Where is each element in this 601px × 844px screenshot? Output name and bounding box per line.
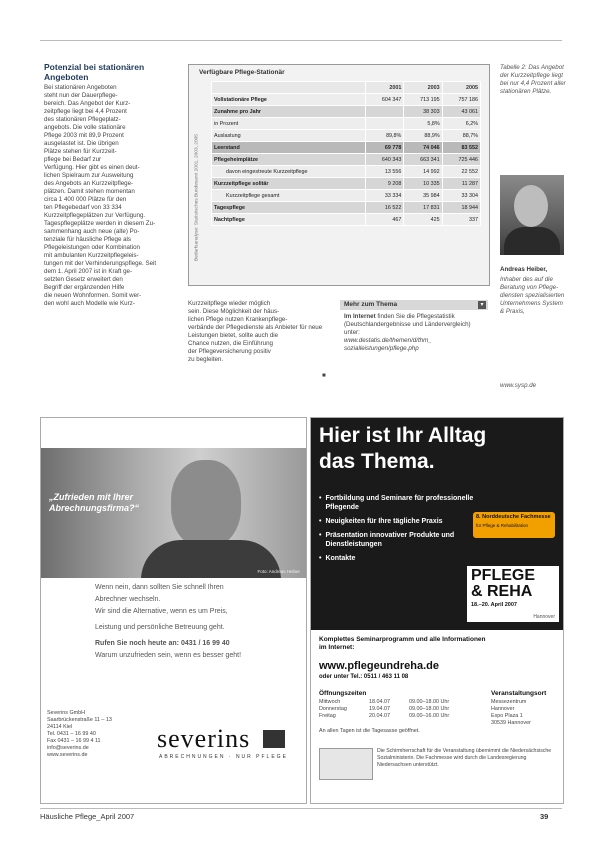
- address-line: Fax 0431 – 16 99 4 11: [47, 738, 101, 744]
- ad-copy-line: Wir sind die Alternative, wenn es um Preis,: [95, 608, 228, 615]
- organizer-line: Hannover: [491, 706, 515, 712]
- organizer-line: Expo Plaza 1: [491, 713, 523, 719]
- table-year-header: 2001: [366, 82, 404, 94]
- table-cell: 757 186: [442, 94, 480, 106]
- text-line: ten Pflegebedarf von 33 334: [44, 204, 122, 211]
- article-column-2: [188, 300, 330, 364]
- info-box-internet-label: Im Internet: [344, 313, 376, 320]
- table-cell: 604 347: [366, 94, 404, 106]
- address-line: www.severins.de: [47, 752, 88, 758]
- ad-fair-bullets: [319, 494, 479, 568]
- fair-hours-note: An allen Tagen ist die Tagesasse geöffnet.: [319, 728, 420, 734]
- table-row-label: Kurzzeitpflege solitär: [212, 178, 366, 190]
- text-line: setzten Gesetz erweitert den: [44, 276, 123, 283]
- text-line: der Pflegeversicherung positiv: [188, 348, 271, 355]
- portrait-head: [171, 460, 241, 548]
- text-line: den wohl auch Modelle wie Kurz-: [44, 300, 135, 307]
- address-line: info@severins.de: [47, 745, 89, 751]
- text-line: Verfügung. Hier gibt es einen deut-: [44, 164, 140, 171]
- author-name: Andreas Heiber,: [500, 266, 548, 273]
- table-cell: [366, 118, 404, 130]
- text-line: tungen mit der Verhinderungspflege. Seit: [44, 260, 157, 267]
- table-row: [212, 190, 481, 202]
- photo-credit: Foto: Andreas Heiber: [257, 569, 300, 574]
- text-line: des Angebots an Kurzzeitpflege-: [44, 180, 134, 187]
- address-line: 24114 Kiel: [47, 724, 73, 730]
- table-header-row: [212, 82, 481, 94]
- data-table-box: [188, 64, 490, 286]
- text-line: sammenhang auch neue (alte) Po-: [44, 228, 140, 235]
- ad-fair-dark-panel: [311, 418, 563, 630]
- text-line: Bei stationären Angeboten: [44, 84, 117, 91]
- table-row-label: Pflegeheimplätze: [212, 154, 366, 166]
- info-box-link-1[interactable]: www.destatis.de/themen/d/thm_: [344, 337, 432, 344]
- table-row: [212, 94, 481, 106]
- table-cell: 11 287: [442, 178, 480, 190]
- table-row-label: Kurzzeitpflege gesamt: [212, 190, 366, 202]
- organizer-line: 30539 Hannover: [491, 720, 531, 726]
- text-line: sein. Diese Möglichkeit der häus-: [188, 308, 280, 315]
- text-line: Begriff der ergänzenden Hilfe: [44, 284, 125, 291]
- table-header-empty: [212, 82, 366, 94]
- text-line: mit ambulanten Kurzzeitpflegeleis-: [44, 252, 139, 259]
- table-row: [212, 214, 481, 226]
- hours-cell: 09.00–16.00 Uhr: [409, 713, 450, 719]
- severins-logo-mark-icon: [263, 730, 285, 748]
- table-row: [212, 142, 481, 154]
- text-line: tenziale für häusliche Pflege als: [44, 236, 132, 243]
- address-line: Severins GmbH: [47, 710, 86, 716]
- text-line: Pflegeleistungen oder Kombination: [44, 244, 140, 251]
- info-box-title: Mehr zum Thema: [344, 301, 398, 308]
- organizer-line: Messezentrum: [491, 699, 527, 705]
- hours-cell: Freitag: [319, 713, 336, 719]
- table-title: Verfügbare Pflege-Stationär: [199, 69, 285, 76]
- author-face: [514, 185, 548, 227]
- ad-fair-headline-1: Hier ist Ihr Alltag: [319, 424, 487, 447]
- bullet-item: [319, 494, 479, 512]
- text-line: bereich. Das Angebot der Kurz-: [44, 100, 131, 107]
- fair-badge: [473, 512, 555, 538]
- fair-info: Komplettes Seminarprogramm und alle Informationen im Internet:: [319, 636, 486, 651]
- bullet-item: [319, 554, 479, 563]
- hours-cell: 19.04.07: [369, 706, 390, 712]
- text-line: pflege bei Bedarf zur: [44, 156, 102, 163]
- author-bio: Inhaber des auf die Beratung von Pflege-diensten spezialisierten Unternehmens System & Praxis,: [500, 276, 565, 315]
- info-box-link-2[interactable]: sozialleistungen/pflege.php: [344, 345, 419, 352]
- table-year-header: 2003: [404, 82, 442, 94]
- info-box-text: finden Sie die Pflegestatistik (Deutschlandergebnisse und Ländervergleich) unter:: [344, 313, 471, 336]
- table-cell: 6,2%: [442, 118, 480, 130]
- text-line: Kurzzeitpflegeplätzen zur Verfügung.: [44, 212, 146, 219]
- table-cell: 88,7%: [442, 130, 480, 142]
- hours-cell: 18.04.07: [369, 699, 390, 705]
- bullet-item: [319, 517, 479, 526]
- fair-venue: Hannover: [533, 614, 555, 620]
- top-rule: [40, 40, 562, 41]
- table-row-label: Nachtpflege: [212, 214, 366, 226]
- table-row-label: Auslastung: [212, 130, 366, 142]
- article-end-mark: ■: [322, 372, 326, 379]
- bullet-text: Kontakte: [325, 555, 356, 562]
- author-photo: [500, 175, 564, 255]
- table-cell: 43 061: [442, 106, 480, 118]
- bullet-icon: •: [319, 518, 322, 525]
- fair-logo-pflege: PFLEGE: [471, 567, 536, 584]
- table-cell: [366, 106, 404, 118]
- table-cell: 640 343: [366, 154, 404, 166]
- text-line: Tagespflegeplätze werden in diesem Zu-: [44, 220, 156, 227]
- ad-severins: [40, 417, 307, 804]
- hours-cell: Mittwoch: [319, 699, 341, 705]
- table-cell: 9 208: [366, 178, 404, 190]
- hours-row: [319, 713, 489, 720]
- ad-copy-line: Warum unzufrieden sein, wenn es besser geht!: [95, 652, 242, 659]
- table-cell: 10 335: [404, 178, 442, 190]
- table-cell: 713 195: [404, 94, 442, 106]
- text-line: Pflege 2003 mit 89,9 Prozent: [44, 132, 124, 139]
- bullet-item: [319, 531, 479, 549]
- table-row: [212, 166, 481, 178]
- table-side-label: Bedarfsanalyse: Statistisches Bundesamt 2001, 2003, 2005: [194, 134, 200, 261]
- table-cell: 88,9%: [404, 130, 442, 142]
- text-line: des stationären Pflegeplatz-: [44, 116, 121, 123]
- ad-severins-quote: „Zufrieden mit Ihrer Abrechnungsfirma?“: [49, 492, 140, 513]
- table-cell: 69 778: [366, 142, 404, 154]
- table-row-label: Leerstand: [212, 142, 366, 154]
- text-line: circa 1 400 000 Plätze für den: [44, 196, 127, 203]
- fair-hours: [319, 699, 489, 720]
- author-url: www.sysp.de: [500, 382, 537, 389]
- table-row: [212, 178, 481, 190]
- fair-logo-reha: & REHA: [471, 583, 533, 600]
- table-cell: 467: [366, 214, 404, 226]
- table-row: [212, 118, 481, 130]
- table-cell: 14 992: [404, 166, 442, 178]
- bullet-icon: •: [319, 555, 322, 562]
- text-line: die neuen Wohnformen. Somit wer-: [44, 292, 142, 299]
- info-box: [340, 300, 488, 380]
- article-column-1: [44, 84, 184, 308]
- fair-url[interactable]: www.pflegeundreha.de: [319, 660, 439, 672]
- table-cell: 663 341: [404, 154, 442, 166]
- bullet-text: Neuigkeiten für Ihre tägliche Praxis: [325, 518, 443, 525]
- table-cell: 16 522: [366, 202, 404, 214]
- table-year-header: 2005: [442, 82, 480, 94]
- hours-cell: 20.04.07: [369, 713, 390, 719]
- severins-tagline: ABRECHNUNGEN · NUR PFLEGE: [159, 754, 288, 760]
- info-box-header: [340, 300, 488, 310]
- table-row-label: Tagespflege: [212, 202, 366, 214]
- text-line: Plätze stehen für Kurzzeit-: [44, 148, 117, 155]
- fair-hours-title: Öffnungszeiten: [319, 690, 367, 697]
- table-cell: 337: [442, 214, 480, 226]
- table-caption: Tabelle 2: Das Angebot der Kurzzeitpflege liegt bei nur 4,4 Prozent aller stationären Plätze.: [500, 64, 566, 95]
- fair-logo: [467, 566, 559, 622]
- text-line: Leistungen bietet, sollte auch die: [188, 332, 279, 339]
- fair-badge-line-2: für Pflege & Rehabilitation: [476, 523, 529, 528]
- author-shoulders: [504, 227, 560, 255]
- text-line: dem 1. April 2007 ist in Kraft ge-: [44, 268, 133, 275]
- text-line: plätzen. Damit stehen momentan: [44, 188, 135, 195]
- severins-logo: severins: [157, 724, 251, 753]
- table-row-label: Zunahme pro Jahr: [212, 106, 366, 118]
- ad-severins-photo: [41, 448, 306, 578]
- fair-badge-line-1: 8. Norddeutsche Fachmesse: [476, 514, 551, 520]
- fair-phone: oder unter Tel.: 0511 / 463 11 08: [319, 674, 409, 680]
- hours-cell: 09.00–18.00 Uhr: [409, 706, 450, 712]
- table-cell: 74 046: [404, 142, 442, 154]
- fair-dates: 18.–20. April 2007: [471, 602, 517, 608]
- text-line: zeitpflege liegt bei 4,4 Prozent: [44, 108, 127, 115]
- table-row-label: davon eingestreute Kurzzeitpflege: [212, 166, 366, 178]
- text-line: angebots. Die volle stationäre: [44, 124, 126, 131]
- arrow-down-icon: ▾: [478, 301, 486, 309]
- table-row: [212, 130, 481, 142]
- address-line: Saarbrückenstraße 11 – 13: [47, 717, 112, 723]
- bullet-text: Fortbildung und Seminare für professionelle Pflegende: [325, 495, 474, 511]
- hours-cell: 09.00–18.00 Uhr: [409, 699, 450, 705]
- text-line: lichen Spielraum zur Ausweitung: [44, 172, 134, 179]
- hours-row: [319, 699, 489, 706]
- bullet-text: Präsentation innovativer Produkte und Dienstleistungen: [325, 532, 455, 548]
- table-row: [212, 106, 481, 118]
- text-line: verbände der Pflegedienste als Anbieter für neue: [188, 324, 323, 331]
- table-cell: 83 552: [442, 142, 480, 154]
- footer-left: Häusliche Pflege_April 2007: [40, 812, 135, 821]
- ad-fair-headline-2: das Thema.: [319, 450, 435, 473]
- text-line: Kurzzeitpflege wieder möglich: [188, 300, 271, 307]
- ad-severins-copy: [95, 582, 300, 662]
- hours-cell: Donnerstag: [319, 706, 347, 712]
- footer-rule: [40, 808, 562, 809]
- text-line: ausgelastet ist. Die übrigen: [44, 140, 119, 147]
- article-heading: Potenzial bei stationären Angeboten: [44, 62, 145, 82]
- fair-organizer-title: Veranstaltungsort: [491, 690, 547, 697]
- table-cell: 18 944: [442, 202, 480, 214]
- table-row: [212, 154, 481, 166]
- table-cell: 425: [404, 214, 442, 226]
- table-cell: 13 556: [366, 166, 404, 178]
- sponsor-logo: [319, 748, 373, 780]
- table-row: [212, 202, 481, 214]
- fair-organizer: [491, 699, 561, 727]
- ad-copy-line: Rufen Sie noch heute an: 0431 / 16 99 40: [95, 640, 230, 647]
- ad-severins-address: [47, 710, 147, 759]
- table-row-label: Vollstationäre Pflege: [212, 94, 366, 106]
- ad-copy-line: Leistung und persönliche Betreuung geht.: [95, 624, 225, 631]
- table-cell: 5,8%: [404, 118, 442, 130]
- ad-fair: [310, 417, 564, 804]
- address-line: Tel. 0431 – 16 99 40: [47, 731, 96, 737]
- table-row-label: in Prozent: [212, 118, 366, 130]
- text-line: lichen Pflege nutzen Krankenpflege-: [188, 316, 288, 323]
- table-cell: 35 984: [404, 190, 442, 202]
- table-cell: 33 334: [366, 190, 404, 202]
- bullet-icon: •: [319, 532, 322, 539]
- hours-row: [319, 706, 489, 713]
- table-cell: 33 304: [442, 190, 480, 202]
- text-line: zu begleiten.: [188, 356, 224, 363]
- pflege-table: [211, 81, 481, 226]
- ad-copy-line: Abrechner wechseln.: [95, 596, 161, 603]
- bullet-icon: •: [319, 495, 322, 502]
- page-number: 39: [540, 812, 549, 821]
- table-cell: 22 552: [442, 166, 480, 178]
- fair-sponsor-note: Die Schirmherrschaft für die Veranstaltung übernimmt die Niedersächsische Sozialministerin. Die Fachmesse wird durch die Landesregierung Niedersachsen unterstützt.: [377, 748, 552, 768]
- text-line: steht nun der Dauerpflege-: [44, 92, 118, 99]
- table-cell: 89,8%: [366, 130, 404, 142]
- table-cell: 17 831: [404, 202, 442, 214]
- ad-copy-line: Wenn nein, dann sollten Sie schnell Ihren: [95, 584, 224, 591]
- table-cell: 38 303: [404, 106, 442, 118]
- table-cell: 725 446: [442, 154, 480, 166]
- text-line: Chance nutzen, die Einführung: [188, 340, 273, 347]
